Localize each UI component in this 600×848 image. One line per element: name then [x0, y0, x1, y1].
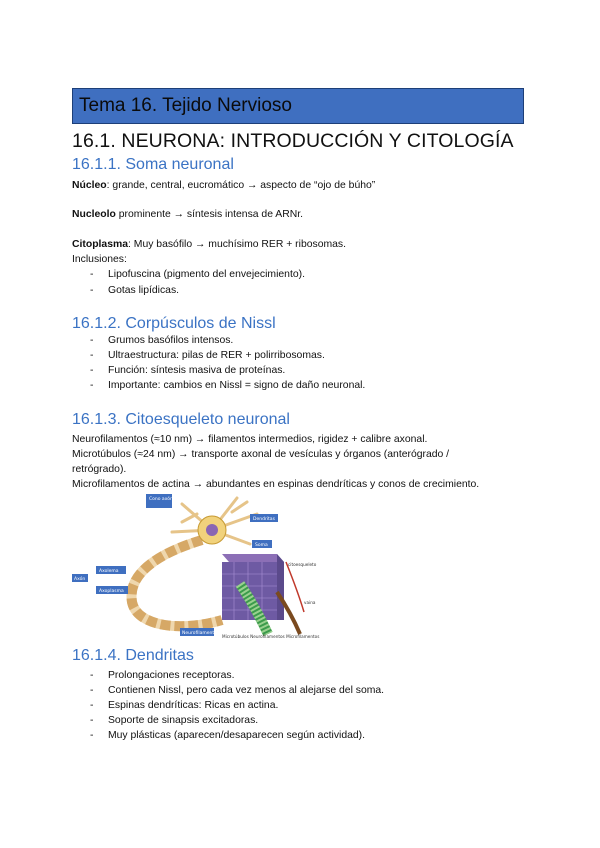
section-title: 16.1. NEURONA: INTRODUCCIÓN Y CITOLOGÍA [72, 130, 514, 152]
label-axolema [96, 566, 126, 574]
list-item: - Muy plásticas (aparecen/desaparecen según actividad). [90, 730, 366, 741]
nucleo-text: : grande, central, eucromático → aspecto de “ojo de búho” [106, 180, 376, 191]
list-item: - Grumos basófilos intensos. [90, 335, 234, 346]
list-item: - Espinas dendríticas: Ricas en actina. [90, 700, 279, 711]
label-neurofilamentos [180, 628, 220, 636]
list-item: - Importante: cambios en Nissl = signo de daño neuronal. [90, 380, 366, 391]
list-item: - Ultraestructura: pilas de RER + polirribosomas. [90, 350, 325, 361]
nucleo-line [72, 178, 375, 193]
citoesqueleto-line: Microfilamentos de actina → abundantes en espinas dendríticas y conos de crecimiento. [72, 479, 480, 490]
nucleus [206, 524, 218, 536]
inclusiones-label: Inclusiones: [72, 254, 127, 265]
citoplasma-text: : Muy basófilo → muchísimo RER + ribosomas. [128, 239, 347, 250]
svg-text:Axón: Axón [74, 577, 86, 582]
citoesqueleto-line: Neurofilamentos (≈10 nm) → filamentos intermedios, rigidez + calibre axonal. [72, 434, 428, 445]
nucleo-term: Núcleo [72, 180, 107, 191]
list-item: - Prolongaciones receptoras. [90, 670, 235, 681]
neuron-illustration [72, 492, 342, 642]
list-item: - Soporte de sinapsis excitadoras. [90, 715, 259, 726]
nucleolo-text: prominente → síntesis intensa de ARNr. [115, 209, 304, 220]
heading-dendritas: 16.1.4. Dendritas [72, 647, 194, 664]
citoesqueleto-line: retrógrado). [72, 464, 127, 475]
nucleolo-line [72, 207, 303, 222]
label-citoesqueleto: citoesqueleto [288, 562, 317, 567]
citoesqueleto-line: Microtúbulos (≈24 nm) → transporte axonal de vesículas y órganos (anterógrado / [72, 449, 450, 460]
heading-citoesqueleto: 16.1.3. Citoesqueleto neuronal [72, 411, 290, 428]
nucleolo-term: Nucleolo [72, 209, 116, 220]
label-axoplasma [96, 586, 128, 594]
label-vaina: vaina [304, 600, 316, 605]
heading-nissl: 16.1.2. Corpúsculos de Nissl [72, 315, 276, 332]
svg-text:Dendritas: Dendritas [253, 517, 275, 522]
title-banner [72, 88, 524, 124]
list-item: - Lipofuscina (pigmento del envejecimiento). [90, 269, 305, 280]
label-axon [72, 574, 88, 582]
list-item: - Gotas lipídicas. [90, 285, 180, 296]
svg-text:Axolema: Axolema [99, 569, 119, 574]
heading-soma: 16.1.1. Soma neuronal [72, 156, 234, 173]
svg-text:Cono axónico: Cono axónico [149, 497, 180, 502]
list-item: - Función: síntesis masiva de proteínas. [90, 365, 286, 376]
label-dendritas [250, 514, 278, 522]
list-item: - Contienen Nissl, pero cada vez menos al alejarse del soma. [90, 685, 385, 696]
citoplasma-term: Citoplasma [72, 239, 129, 250]
svg-text:Axoplasma: Axoplasma [99, 589, 124, 594]
svg-text:Neurofilamentos: Neurofilamentos [182, 631, 220, 636]
label-soma [252, 540, 272, 548]
label-bottom-row: Microtúbulos Neurofilamentos Microfilamentos [222, 634, 320, 639]
neuron-illustration-svg [72, 492, 342, 642]
citoplasma-line [72, 237, 346, 252]
svg-text:Soma: Soma [255, 543, 268, 548]
banner-title: Tema 16. Tejido Nervioso [79, 95, 292, 116]
